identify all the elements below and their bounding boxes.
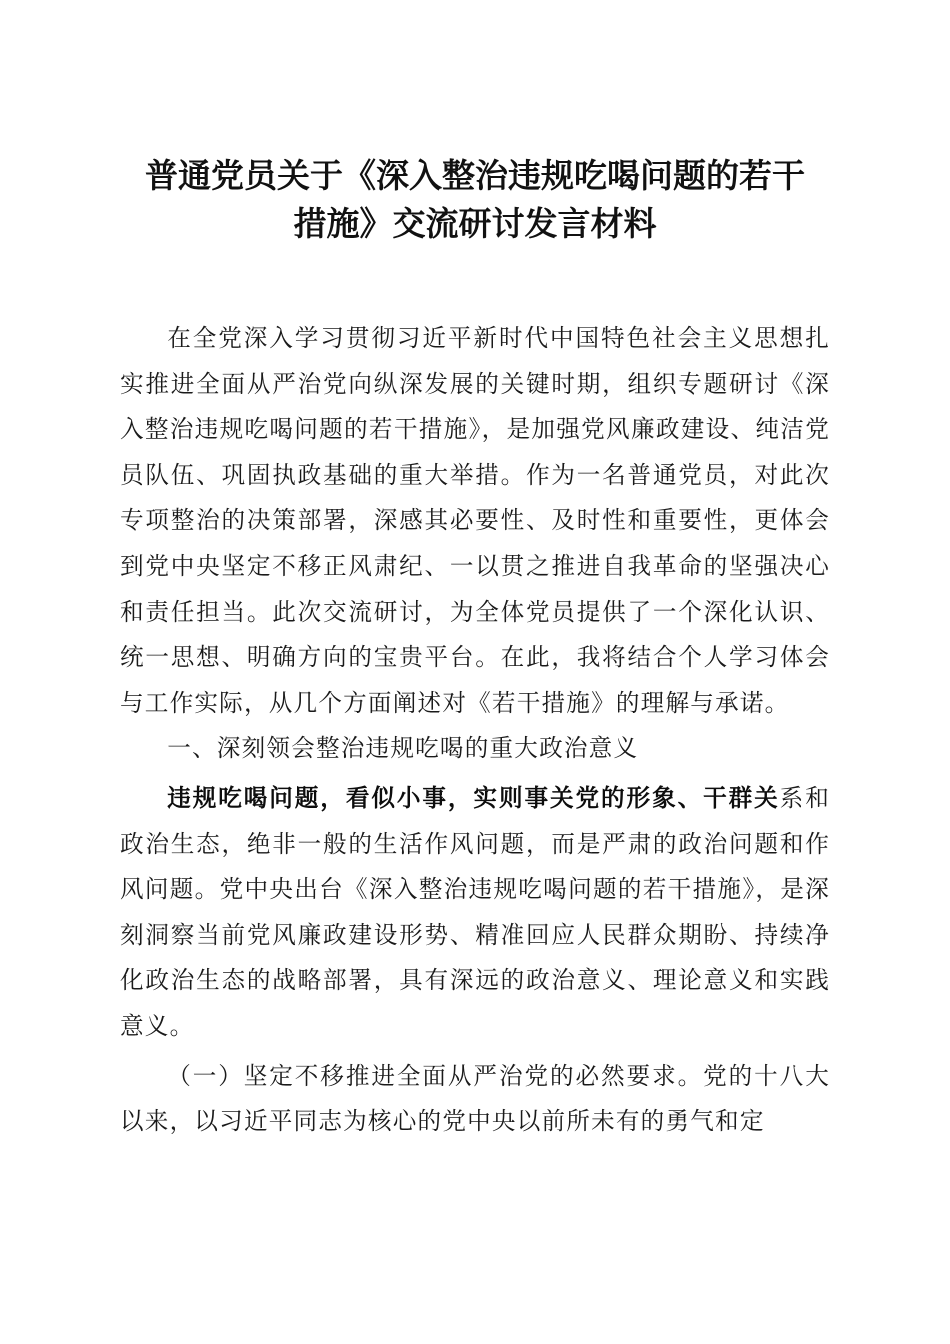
section-heading-1: 一、深刻领会整治违规吃喝的重大政治意义 xyxy=(167,734,639,763)
section-1-paragraph xyxy=(120,776,830,1050)
document-title xyxy=(100,152,850,248)
document-body xyxy=(120,316,830,1145)
intro-paragraph: 在全党深入学习贯彻习近平新时代中国特色社会主义思想扎实推进全面从严治党向纵深发展的关键时期，组织专题研讨《深入整治违规吃喝问题的若干措施》，是加强党风廉政建设、纯洁党员队伍、巩固执政基础的重大举措。作为一名普通党员，对此次专项整治的决策部署，深感其必要性、及时性和重要性，更体会到党中央坚定不移正风肃纪、一以贯之推进自我革命的坚强决心和责任担当。此次交流研讨，为全体党员提供了一个深化认识、统一思想、明确方向的宝贵平台。在此，我将结合个人学习体会与工作实际，从几个方面阐述对《若干措施》的理解与承诺。 xyxy=(120,324,830,717)
title-line-1: 普通党员关于《深入整治违规吃喝问题的若干 xyxy=(145,156,805,195)
title-line-2: 措施》交流研讨发言材料 xyxy=(293,204,657,243)
paragraph-lead-bold: 违规吃喝问题，看似小事，实则事关党的形象、干群关 xyxy=(167,783,780,812)
paragraph-rest: 系和政治生态，绝非一般的生活作风问题，而是严肃的政治问题和作风问题。党中央出台《深入整治违规吃喝问题的若干措施》，是深刻洞察当前党风廉政建设形势、精准回应人民群众期盼、持续净化政治生态的战略部署，具有深远的政治意义、理论意义和实践意义。 xyxy=(120,783,830,1040)
subsection-1-paragraph: （一）坚定不移推进全面从严治党的必然要求。党的十八大以来，以习近平同志为核心的党中央以前所未有的勇气和定 xyxy=(120,1061,830,1136)
